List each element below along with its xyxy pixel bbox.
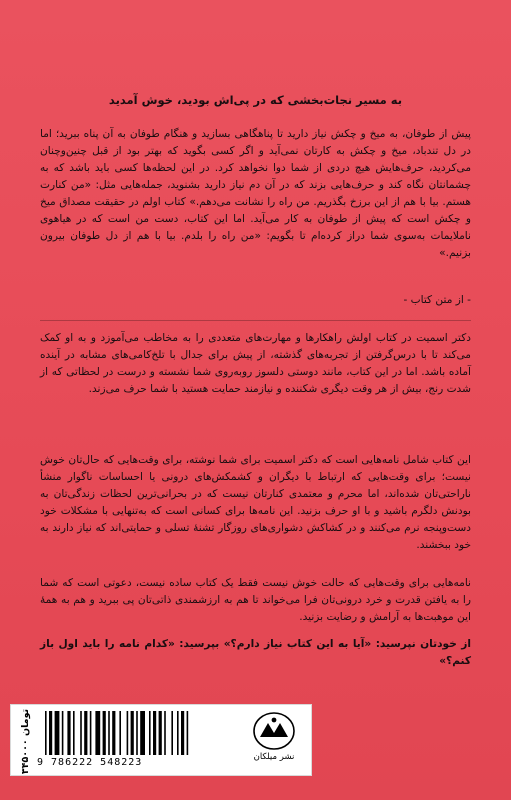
barcode-bar bbox=[90, 711, 92, 755]
price-text: ۳۴۵۰۰۰ تومان bbox=[20, 708, 32, 774]
back-cover-heading: به مسیر نجات‌بخشی که در پی‌اش بودید، خوش آمدید bbox=[108, 93, 403, 107]
barcode-bar bbox=[112, 711, 115, 755]
publisher-logo bbox=[243, 711, 305, 769]
barcode-bar bbox=[80, 711, 82, 755]
barcode-bar bbox=[84, 711, 87, 755]
barcode-bar bbox=[159, 711, 162, 755]
barcode-bar bbox=[55, 711, 60, 755]
publisher-name: نشر میلکان bbox=[253, 752, 295, 762]
barcode-bar bbox=[164, 711, 166, 755]
barcode-bar bbox=[103, 711, 106, 755]
quote-source: - از متن کتاب - bbox=[403, 294, 471, 306]
barcode-bar bbox=[149, 711, 151, 755]
price-label bbox=[15, 708, 37, 774]
closing-question: از خودتان نپرسید: «آیا به این کتاب نیاز دارم؟» بپرسید: «کدام نامه را باید اول باز کنم؟» bbox=[40, 638, 471, 667]
barcode-bar bbox=[45, 711, 47, 755]
section-divider bbox=[40, 320, 471, 321]
barcode-bar bbox=[127, 711, 129, 755]
barcode-bar bbox=[67, 711, 70, 755]
barcode-bar bbox=[136, 711, 138, 755]
barcode-bar bbox=[181, 711, 184, 755]
description-paragraph: این کتاب شامل نامه‌هایی است که دکتر اسمیت برای شما نوشته، برای وقت‌هایی که حال‌تان خوش نیست؛ برای وقت‌هایی که ارتباط با دیگران و کشمکش‌های درونی یا احساسات ناگوار منشأ ناراحتی‌تان شده‌اند، اما محرم و معتمدی کنارتان نیست که در بحرانی‌ترین لحظات زندگی‌تان به بودنش دلگرم باشید و با او حرف بزنید. این نامه‌ها برای کسانی است که به‌تنهایی با مشکلات خود دست‌وپنجه نرم می‌کنند و در کشاکش دشواری‌های روزگار تشنهٔ تسلی و حمایتی‌اند که نیاز دارند به خود ببخشند. bbox=[40, 454, 471, 551]
book-excerpt-quote: پیش از طوفان، به میخ و چکش نیاز دارید تا پناهگاهی بسازید و هنگام طوفان به آن پناه ببرید؛ اما در دل تندباد، میخ و چکش به کارتان نمی‌آید و اگر کسی بگوید که بهتر بود از قبل چنین‌وچنان می‌کردید، حرف‌هایش هیچ دردی از شما دوا نخواهد کرد. در این لحظه‌ها کسی باید باشد که به چشمانتان نگاه کند و حرف‌هایی بزند که در آن دم نیاز دارید بشنوید، جمله‌هایی مثل: «من کنارت هستم. بیا با هم از این برزخ بگذریم. من راه را نشانت می‌دهم.» کتاب اولم در حقیقت مصداق میخ و چکش است که پیش از طوفان به کار می‌آید. اما این کتاب، دست من است که در هیاهوی ناملایمات به‌سوی شما دراز کرده‌ام تا بگویم: «من راه را بلدم. بیا با هم از دل طوفان بیرون بزنیم.» bbox=[40, 128, 471, 259]
publisher-emblem-icon bbox=[252, 711, 296, 751]
barcode-bar bbox=[95, 711, 100, 755]
barcode-bar bbox=[187, 711, 189, 755]
isbn-number: 9 786222 548223 bbox=[37, 757, 143, 768]
barcode-bar bbox=[131, 711, 134, 755]
barcode-bar bbox=[73, 711, 75, 755]
description-paragraph: نامه‌هایی برای وقت‌هایی که حالت خوش نیست فقط یک کتاب ساده نیست، دعوتی است که شما را به یافتن قدرت و خرد درونی‌تان فرا می‌خواند تا هم به ارزشمندی ذاتی‌تان پی ببرید و هم به همهٔ این موهبت‌ها به آرامش و رضایت بزنید. bbox=[40, 577, 471, 623]
barcode-bar bbox=[177, 711, 179, 755]
barcode-bar bbox=[119, 711, 121, 755]
barcode-bar bbox=[108, 711, 110, 755]
barcode-panel bbox=[10, 704, 312, 776]
barcode-bar bbox=[49, 711, 52, 755]
barcode-bar bbox=[153, 711, 156, 755]
barcode-bar bbox=[171, 711, 173, 755]
description-paragraph: دکتر اسمیت در کتاب اولش راهکارها و مهارت‌های متعددی را به مخاطب می‌آموزد و به او کمک می‌کند تا با درس‌گرفتن از تجربه‌های گذشته، از پیش برای جدال با تلخ‌کامی‌های مشابه در آینده آماده باشد. اما در این کتاب، مانند دوستی دلسوز روبه‌روی شما نشسته و درست در لحظاتی که از شدت رنج، بیش از هر وقت دیگری شکننده و نیازمند حمایت هستید با شما حرف می‌زند. bbox=[40, 332, 471, 395]
barcode-bar bbox=[62, 711, 64, 755]
isbn-barcode bbox=[45, 711, 229, 755]
barcode-bar bbox=[140, 711, 145, 755]
